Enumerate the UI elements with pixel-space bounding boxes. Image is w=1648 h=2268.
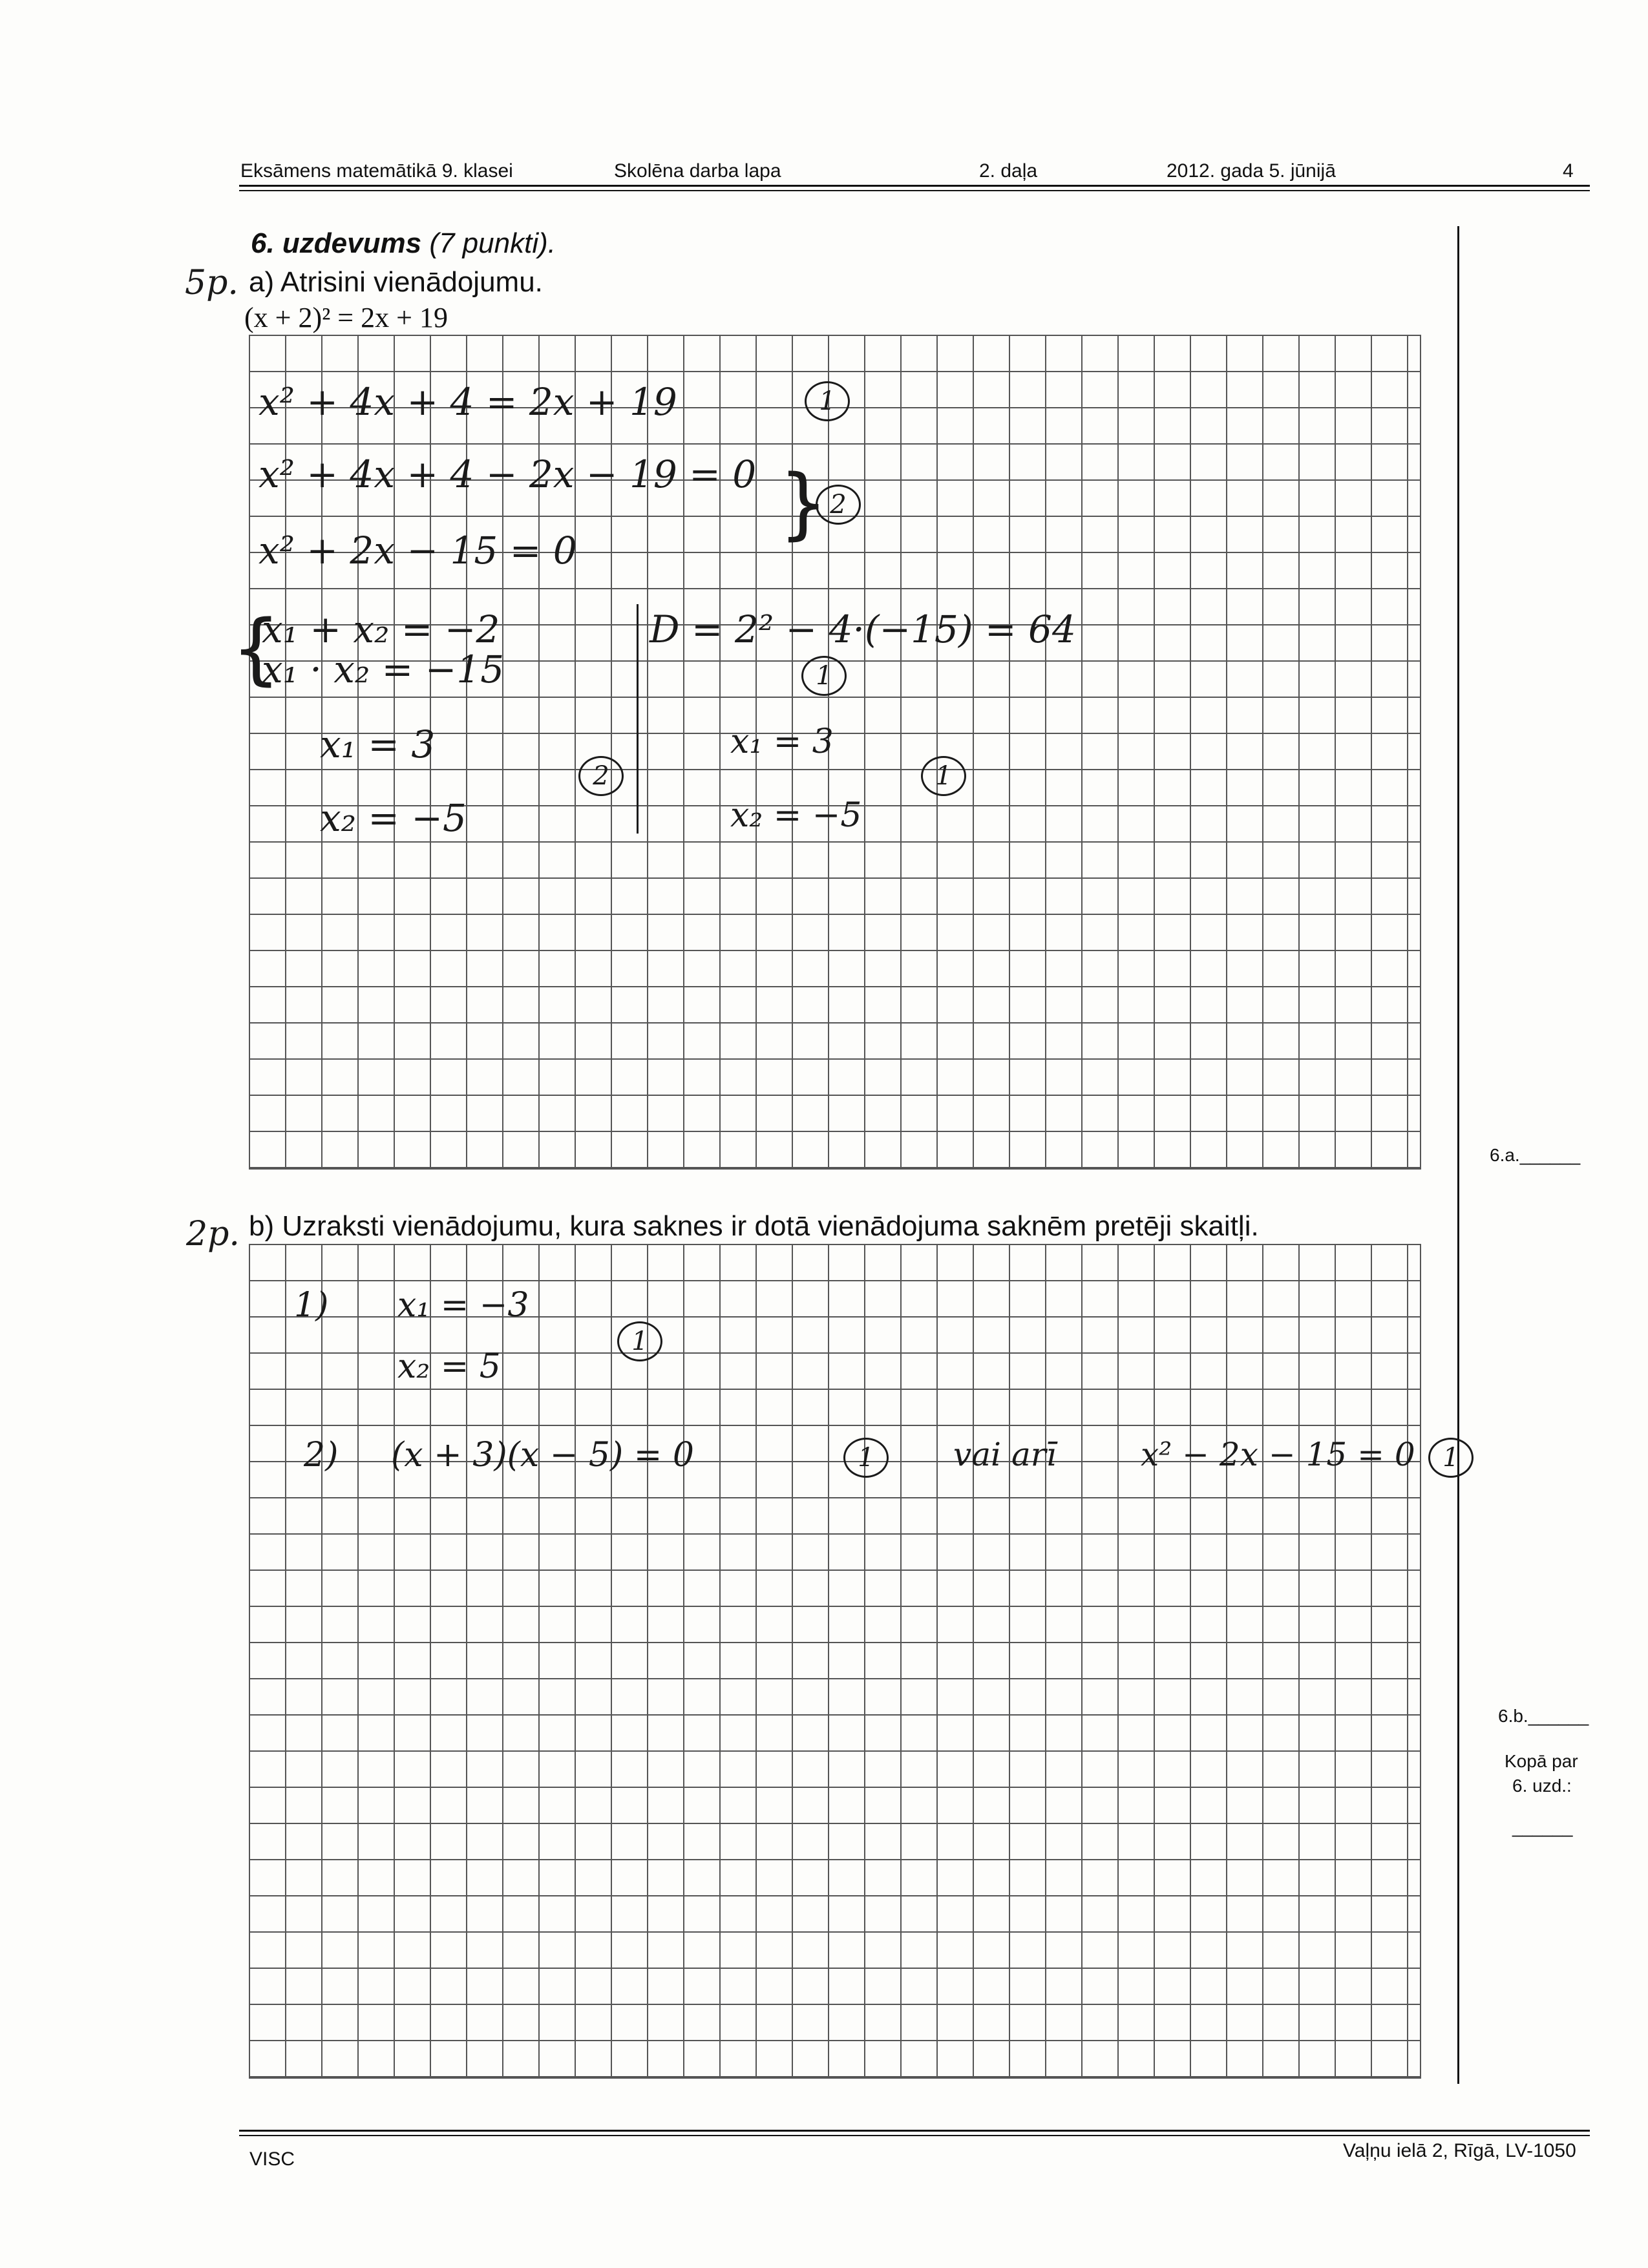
brace-right: } xyxy=(779,459,829,549)
footer-rule-2 xyxy=(239,2135,1590,2136)
score-circle-7: 1 xyxy=(843,1438,889,1478)
score-circle-6: 1 xyxy=(617,1321,662,1361)
task-number: 6. uzdevums xyxy=(251,227,422,259)
hw-eq2: x² − 2x − 15 = 0 xyxy=(1141,1436,1415,1473)
part-a-label: a) Atrisini vienādojumu. xyxy=(249,266,543,298)
hw-root2b: x₂ = −5 xyxy=(730,796,862,835)
header-rule-2 xyxy=(239,190,1590,191)
score-circle-1: 1 xyxy=(805,381,850,421)
part-b-label: b) Uzraksti vienādojumu, kura saknes ir dotā vienādojuma saknēm pretēji skaitļi. xyxy=(249,1210,1259,1242)
header-rule xyxy=(239,185,1590,187)
hw-step2: 2) xyxy=(304,1436,339,1475)
margin-rule xyxy=(1457,226,1459,2084)
sheet-title: Skolēna darba lapa xyxy=(614,160,781,182)
page-number: 4 xyxy=(1563,160,1574,182)
score-field-6b: 6.b.______ xyxy=(1498,1706,1589,1726)
hw-line3: x² + 2x − 15 = 0 xyxy=(259,529,577,572)
task-points: (7 punkti). xyxy=(429,227,556,259)
score-circle-8: 1 xyxy=(1428,1438,1474,1478)
hw-viete1: x₁ + x₂ = −2 xyxy=(262,607,500,651)
grader-mark-b: 2p. xyxy=(186,1215,240,1254)
footer-rule xyxy=(239,2130,1590,2132)
task-title xyxy=(251,227,556,260)
total-blank: ______ xyxy=(1512,1817,1573,1837)
hw-or: vai arī xyxy=(953,1436,1057,1473)
hw-viete2: x₁ · x₂ = −15 xyxy=(262,647,505,691)
score-circle-2: 2 xyxy=(816,485,861,525)
hw-discriminant: D = 2² − 4·(−15) = 64 xyxy=(650,607,1076,651)
footer-left: VISC xyxy=(249,2148,295,2170)
hw-eq: (x + 3)(x − 5) = 0 xyxy=(391,1436,694,1475)
hw-r2: x₂ = 5 xyxy=(397,1347,501,1386)
hw-root2: x₂ = −5 xyxy=(320,796,467,840)
brace-left: { xyxy=(231,604,281,694)
footer-address: Vaļņu ielā 2, Rīgā, LV-1050 xyxy=(1343,2140,1576,2161)
total-label-1: Kopā par xyxy=(1505,1751,1578,1771)
part-label: 2. daļa xyxy=(979,160,1038,182)
hw-line2: x² + 4x + 4 − 2x − 19 = 0 xyxy=(259,452,757,496)
score-circle-4: 1 xyxy=(801,656,847,696)
total-label-2: 6. uzd.: xyxy=(1512,1776,1572,1796)
hw-step1: 1) xyxy=(294,1286,329,1325)
hw-line1: x² + 4x + 4 = 2x + 19 xyxy=(259,380,677,424)
divider-line xyxy=(637,604,639,834)
hw-r1: x₁ = −3 xyxy=(397,1286,529,1325)
score-circle-3: 2 xyxy=(578,756,624,796)
hw-root1b: x₁ = 3 xyxy=(730,722,834,761)
hw-root1: x₁ = 3 xyxy=(320,722,436,766)
exam-date: 2012. gada 5. jūnijā xyxy=(1167,160,1336,182)
exam-title: Eksāmens matemātikā 9. klasei xyxy=(240,160,513,182)
score-circle-5: 1 xyxy=(921,756,966,796)
grader-mark-a: 5p. xyxy=(185,264,238,302)
part-a-equation: (x + 2)² = 2x + 19 xyxy=(244,302,448,333)
score-field-6a: 6.a.______ xyxy=(1490,1145,1581,1165)
